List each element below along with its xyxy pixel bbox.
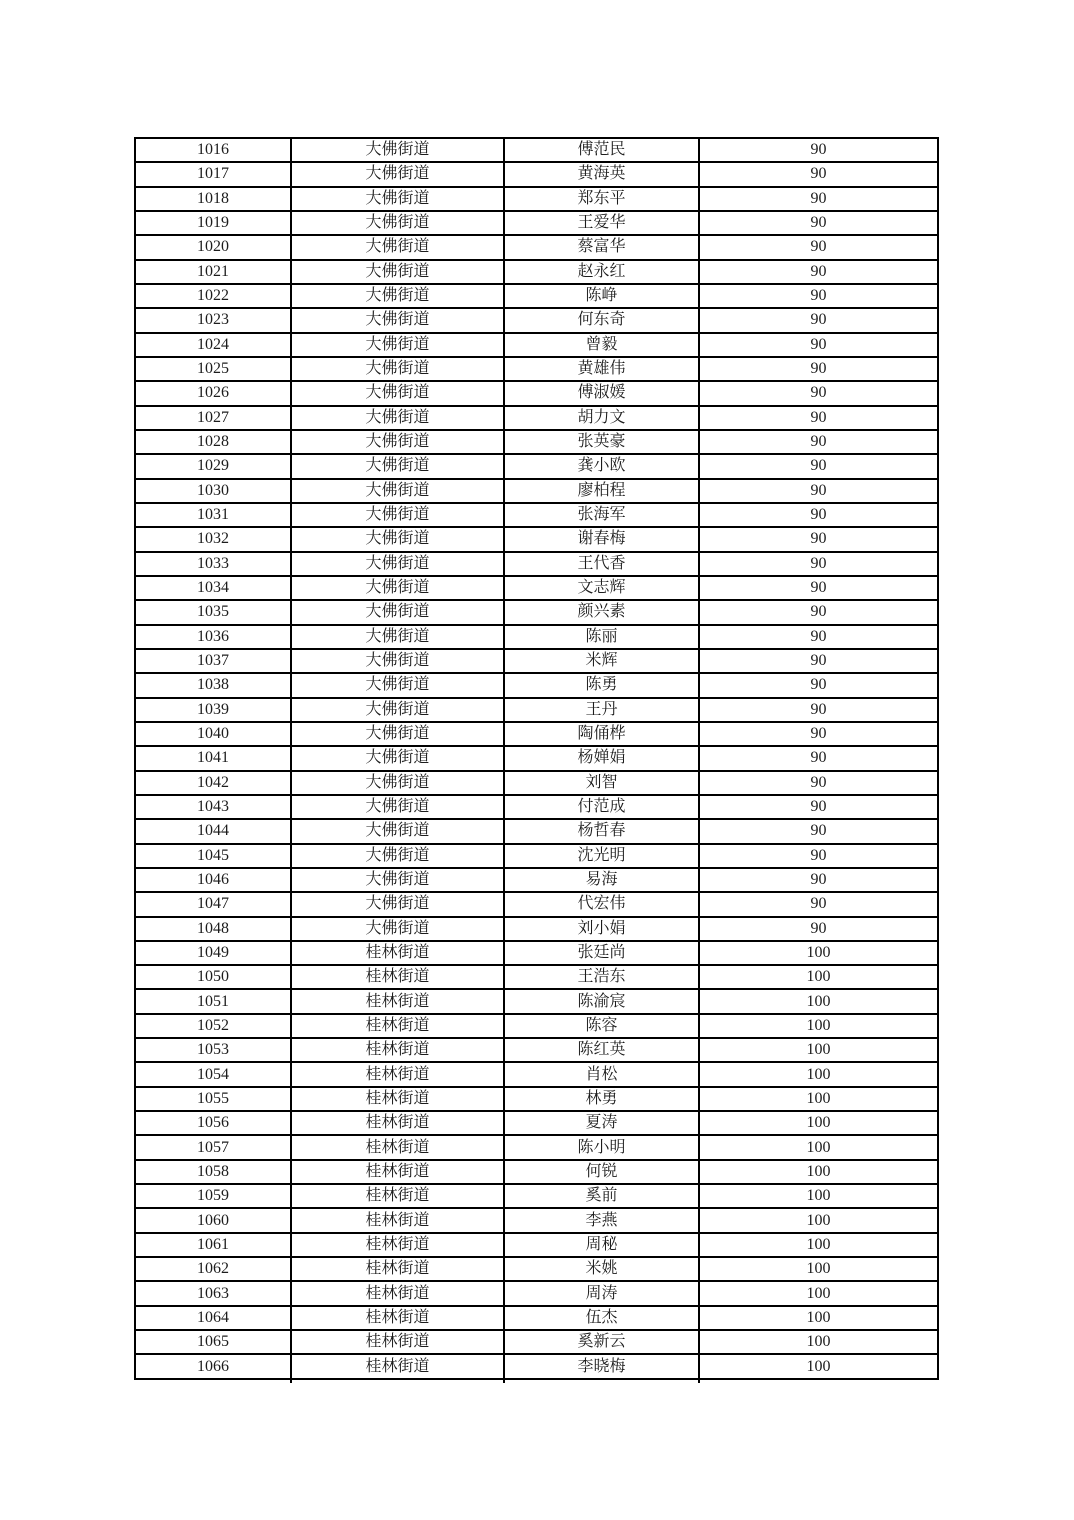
table-row bbox=[135, 673, 938, 697]
cell-name: 陈容 bbox=[504, 1014, 699, 1038]
cell-id: 1030 bbox=[135, 479, 291, 503]
table-row bbox=[135, 552, 938, 576]
cell-name: 林勇 bbox=[504, 1087, 699, 1111]
cell-name: 何东奇 bbox=[504, 308, 699, 332]
cell-id: 1048 bbox=[135, 917, 291, 941]
cell-score: 90 bbox=[699, 308, 938, 332]
table-row bbox=[135, 406, 938, 430]
table-row bbox=[135, 1257, 938, 1281]
table-row bbox=[135, 819, 938, 843]
cell-street: 大佛街道 bbox=[291, 698, 504, 722]
cell-score: 90 bbox=[699, 260, 938, 284]
table-row bbox=[135, 771, 938, 795]
table-row bbox=[135, 162, 938, 186]
cell-score: 100 bbox=[699, 1281, 938, 1305]
cell-id: 1046 bbox=[135, 868, 291, 892]
cell-id: 1033 bbox=[135, 552, 291, 576]
cell-id: 1039 bbox=[135, 698, 291, 722]
cell-street: 桂林街道 bbox=[291, 1257, 504, 1281]
cell-id: 1021 bbox=[135, 260, 291, 284]
table-row bbox=[135, 649, 938, 673]
cell-id: 1028 bbox=[135, 430, 291, 454]
cell-score: 90 bbox=[699, 357, 938, 381]
table-row bbox=[135, 892, 938, 916]
cell-street: 大佛街道 bbox=[291, 308, 504, 332]
cell-name: 夏涛 bbox=[504, 1111, 699, 1135]
cell-street: 大佛街道 bbox=[291, 527, 504, 551]
cell-id: 1027 bbox=[135, 406, 291, 430]
cell-street: 大佛街道 bbox=[291, 235, 504, 259]
cell-score: 100 bbox=[699, 1111, 938, 1135]
cell-street: 大佛街道 bbox=[291, 333, 504, 357]
cell-street: 大佛街道 bbox=[291, 746, 504, 770]
cell-id: 1025 bbox=[135, 357, 291, 381]
cell-street: 桂林街道 bbox=[291, 1160, 504, 1184]
cell-id: 1053 bbox=[135, 1038, 291, 1062]
cell-id: 1060 bbox=[135, 1208, 291, 1232]
table-row bbox=[135, 1184, 938, 1208]
table-row bbox=[135, 722, 938, 746]
table-row bbox=[135, 211, 938, 235]
table-row bbox=[135, 600, 938, 624]
cell-id: 1051 bbox=[135, 989, 291, 1013]
cell-name: 周秘 bbox=[504, 1233, 699, 1257]
cell-id: 1024 bbox=[135, 333, 291, 357]
cell-id: 1026 bbox=[135, 381, 291, 405]
cell-id: 1042 bbox=[135, 771, 291, 795]
cell-score: 90 bbox=[699, 698, 938, 722]
cell-score: 100 bbox=[699, 1233, 938, 1257]
table-row bbox=[135, 503, 938, 527]
table-row bbox=[135, 454, 938, 478]
cell-id: 1020 bbox=[135, 235, 291, 259]
cell-name: 易海 bbox=[504, 868, 699, 892]
cell-street: 大佛街道 bbox=[291, 673, 504, 697]
cell-score: 100 bbox=[699, 1184, 938, 1208]
table-row bbox=[135, 941, 938, 965]
cell-score: 90 bbox=[699, 746, 938, 770]
cell-score: 100 bbox=[699, 1306, 938, 1330]
cell-name: 陈小明 bbox=[504, 1135, 699, 1159]
cell-id: 1062 bbox=[135, 1257, 291, 1281]
cell-score: 90 bbox=[699, 795, 938, 819]
cell-street: 桂林街道 bbox=[291, 941, 504, 965]
cell-street: 大佛街道 bbox=[291, 576, 504, 600]
cell-id: 1034 bbox=[135, 576, 291, 600]
cell-id: 1016 bbox=[135, 138, 291, 162]
cell-id: 1052 bbox=[135, 1014, 291, 1038]
cell-name: 黄海英 bbox=[504, 162, 699, 186]
table-row bbox=[135, 138, 938, 162]
cell-id: 1036 bbox=[135, 625, 291, 649]
cell-name: 刘智 bbox=[504, 771, 699, 795]
cell-name: 赵永红 bbox=[504, 260, 699, 284]
cell-street: 桂林街道 bbox=[291, 1208, 504, 1232]
table-row bbox=[135, 917, 938, 941]
cell-id: 1050 bbox=[135, 965, 291, 989]
cell-name: 陈红英 bbox=[504, 1038, 699, 1062]
table-row bbox=[135, 479, 938, 503]
cell-name: 廖柏程 bbox=[504, 479, 699, 503]
cell-street: 大佛街道 bbox=[291, 649, 504, 673]
cell-name: 沈光明 bbox=[504, 844, 699, 868]
cell-name: 肖松 bbox=[504, 1062, 699, 1086]
cell-score: 90 bbox=[699, 333, 938, 357]
table-row bbox=[135, 333, 938, 357]
table-row bbox=[135, 795, 938, 819]
cell-id: 1055 bbox=[135, 1087, 291, 1111]
cell-id: 1032 bbox=[135, 527, 291, 551]
cell-id: 1054 bbox=[135, 1062, 291, 1086]
table-row bbox=[135, 1160, 938, 1184]
cell-score: 90 bbox=[699, 771, 938, 795]
cell-score: 90 bbox=[699, 673, 938, 697]
cell-id: 1040 bbox=[135, 722, 291, 746]
table-row bbox=[135, 381, 938, 405]
cell-id: 1047 bbox=[135, 892, 291, 916]
cell-name: 李晓梅 bbox=[504, 1354, 699, 1379]
cell-street: 大佛街道 bbox=[291, 625, 504, 649]
cell-id: 1063 bbox=[135, 1281, 291, 1305]
cell-name: 龚小欧 bbox=[504, 454, 699, 478]
cell-score: 90 bbox=[699, 406, 938, 430]
cell-id: 1018 bbox=[135, 187, 291, 211]
roster-table bbox=[134, 137, 939, 1380]
cell-name: 王爱华 bbox=[504, 211, 699, 235]
cell-score: 90 bbox=[699, 527, 938, 551]
cell-street: 桂林街道 bbox=[291, 965, 504, 989]
cell-name: 伍杰 bbox=[504, 1306, 699, 1330]
cell-name: 陶俑桦 bbox=[504, 722, 699, 746]
cell-street: 桂林街道 bbox=[291, 1014, 504, 1038]
cell-score: 90 bbox=[699, 844, 938, 868]
cell-street: 大佛街道 bbox=[291, 892, 504, 916]
cell-name: 陈峥 bbox=[504, 284, 699, 308]
cell-street: 桂林街道 bbox=[291, 1306, 504, 1330]
table-row bbox=[135, 576, 938, 600]
cell-id: 1022 bbox=[135, 284, 291, 308]
cell-name: 傅淑媛 bbox=[504, 381, 699, 405]
cell-score: 90 bbox=[699, 454, 938, 478]
cell-id: 1057 bbox=[135, 1135, 291, 1159]
cell-street: 桂林街道 bbox=[291, 1111, 504, 1135]
cell-score: 90 bbox=[699, 649, 938, 673]
table-row bbox=[135, 284, 938, 308]
cell-name: 奚前 bbox=[504, 1184, 699, 1208]
table-row bbox=[135, 1014, 938, 1038]
cell-id: 1044 bbox=[135, 819, 291, 843]
table-row bbox=[135, 965, 938, 989]
cell-score: 100 bbox=[699, 1135, 938, 1159]
cell-street: 大佛街道 bbox=[291, 138, 504, 162]
cell-id: 1065 bbox=[135, 1330, 291, 1354]
cell-street: 大佛街道 bbox=[291, 917, 504, 941]
table-row bbox=[135, 1038, 938, 1062]
table-row bbox=[135, 844, 938, 868]
cell-street: 桂林街道 bbox=[291, 1038, 504, 1062]
cell-street: 大佛街道 bbox=[291, 479, 504, 503]
cell-name: 陈丽 bbox=[504, 625, 699, 649]
cell-street: 桂林街道 bbox=[291, 1087, 504, 1111]
cell-name: 陈勇 bbox=[504, 673, 699, 697]
cell-street: 大佛街道 bbox=[291, 430, 504, 454]
cell-name: 郑东平 bbox=[504, 187, 699, 211]
cell-street: 大佛街道 bbox=[291, 260, 504, 284]
table-row bbox=[135, 187, 938, 211]
cell-name: 曾毅 bbox=[504, 333, 699, 357]
cell-street: 大佛街道 bbox=[291, 357, 504, 381]
cell-score: 100 bbox=[699, 1208, 938, 1232]
cell-id: 1017 bbox=[135, 162, 291, 186]
cell-name: 张海军 bbox=[504, 503, 699, 527]
cell-score: 90 bbox=[699, 479, 938, 503]
cell-id: 1059 bbox=[135, 1184, 291, 1208]
cell-street: 大佛街道 bbox=[291, 868, 504, 892]
cell-name: 胡力文 bbox=[504, 406, 699, 430]
table-row bbox=[135, 1233, 938, 1257]
cell-id: 1037 bbox=[135, 649, 291, 673]
cell-street: 大佛街道 bbox=[291, 381, 504, 405]
cell-score: 90 bbox=[699, 819, 938, 843]
cell-score: 90 bbox=[699, 235, 938, 259]
table-row bbox=[135, 625, 938, 649]
cell-score: 100 bbox=[699, 1330, 938, 1354]
cell-name: 奚新云 bbox=[504, 1330, 699, 1354]
cell-name: 代宏伟 bbox=[504, 892, 699, 916]
cell-street: 大佛街道 bbox=[291, 406, 504, 430]
table-row bbox=[135, 989, 938, 1013]
cell-id: 1029 bbox=[135, 454, 291, 478]
cell-id: 1038 bbox=[135, 673, 291, 697]
cell-street: 桂林街道 bbox=[291, 1281, 504, 1305]
cell-id: 1056 bbox=[135, 1111, 291, 1135]
cell-name: 张英豪 bbox=[504, 430, 699, 454]
table-border-stub bbox=[698, 1379, 700, 1383]
cell-street: 大佛街道 bbox=[291, 795, 504, 819]
cell-score: 100 bbox=[699, 1087, 938, 1111]
table-row bbox=[135, 1354, 938, 1379]
cell-score: 90 bbox=[699, 284, 938, 308]
cell-street: 大佛街道 bbox=[291, 162, 504, 186]
table-row bbox=[135, 1208, 938, 1232]
table-row bbox=[135, 1281, 938, 1305]
cell-street: 大佛街道 bbox=[291, 600, 504, 624]
cell-name: 李燕 bbox=[504, 1208, 699, 1232]
cell-street: 大佛街道 bbox=[291, 552, 504, 576]
cell-id: 1058 bbox=[135, 1160, 291, 1184]
cell-name: 黄雄伟 bbox=[504, 357, 699, 381]
cell-name: 付范成 bbox=[504, 795, 699, 819]
cell-street: 桂林街道 bbox=[291, 1233, 504, 1257]
cell-name: 何锐 bbox=[504, 1160, 699, 1184]
cell-street: 大佛街道 bbox=[291, 454, 504, 478]
cell-score: 100 bbox=[699, 1014, 938, 1038]
table-border-stub bbox=[503, 1379, 505, 1383]
cell-id: 1041 bbox=[135, 746, 291, 770]
table-row bbox=[135, 235, 938, 259]
cell-id: 1023 bbox=[135, 308, 291, 332]
table-row bbox=[135, 260, 938, 284]
cell-score: 90 bbox=[699, 625, 938, 649]
table-row bbox=[135, 527, 938, 551]
cell-score: 90 bbox=[699, 430, 938, 454]
cell-score: 100 bbox=[699, 1038, 938, 1062]
cell-id: 1049 bbox=[135, 941, 291, 965]
cell-name: 谢春梅 bbox=[504, 527, 699, 551]
cell-score: 100 bbox=[699, 1160, 938, 1184]
table-row bbox=[135, 308, 938, 332]
cell-score: 100 bbox=[699, 965, 938, 989]
cell-score: 100 bbox=[699, 1257, 938, 1281]
cell-score: 90 bbox=[699, 503, 938, 527]
cell-street: 桂林街道 bbox=[291, 1354, 504, 1379]
cell-name: 王浩东 bbox=[504, 965, 699, 989]
cell-street: 桂林街道 bbox=[291, 1062, 504, 1086]
cell-score: 100 bbox=[699, 989, 938, 1013]
cell-name: 米姚 bbox=[504, 1257, 699, 1281]
table-row bbox=[135, 1306, 938, 1330]
cell-id: 1066 bbox=[135, 1354, 291, 1379]
table-row bbox=[135, 1087, 938, 1111]
table-row bbox=[135, 1135, 938, 1159]
cell-name: 米辉 bbox=[504, 649, 699, 673]
cell-id: 1019 bbox=[135, 211, 291, 235]
cell-name: 刘小娟 bbox=[504, 917, 699, 941]
table-row bbox=[135, 868, 938, 892]
cell-street: 桂林街道 bbox=[291, 1135, 504, 1159]
cell-name: 傅范民 bbox=[504, 138, 699, 162]
cell-score: 90 bbox=[699, 187, 938, 211]
cell-street: 大佛街道 bbox=[291, 819, 504, 843]
cell-street: 大佛街道 bbox=[291, 284, 504, 308]
cell-score: 90 bbox=[699, 138, 938, 162]
cell-score: 90 bbox=[699, 576, 938, 600]
table-row bbox=[135, 1330, 938, 1354]
cell-score: 90 bbox=[699, 917, 938, 941]
cell-score: 90 bbox=[699, 892, 938, 916]
cell-score: 100 bbox=[699, 1354, 938, 1379]
cell-score: 100 bbox=[699, 941, 938, 965]
cell-name: 颜兴素 bbox=[504, 600, 699, 624]
cell-street: 大佛街道 bbox=[291, 211, 504, 235]
cell-street: 大佛街道 bbox=[291, 503, 504, 527]
table-border-stub bbox=[290, 1379, 292, 1383]
cell-name: 陈渝宸 bbox=[504, 989, 699, 1013]
table-row bbox=[135, 1111, 938, 1135]
cell-street: 桂林街道 bbox=[291, 1184, 504, 1208]
cell-id: 1064 bbox=[135, 1306, 291, 1330]
cell-score: 90 bbox=[699, 868, 938, 892]
cell-score: 100 bbox=[699, 1062, 938, 1086]
cell-name: 王丹 bbox=[504, 698, 699, 722]
cell-id: 1035 bbox=[135, 600, 291, 624]
cell-score: 90 bbox=[699, 600, 938, 624]
cell-score: 90 bbox=[699, 722, 938, 746]
cell-name: 杨哲春 bbox=[504, 819, 699, 843]
cell-street: 大佛街道 bbox=[291, 187, 504, 211]
cell-street: 桂林街道 bbox=[291, 1330, 504, 1354]
table-row bbox=[135, 430, 938, 454]
cell-name: 王代香 bbox=[504, 552, 699, 576]
cell-name: 蔡富华 bbox=[504, 235, 699, 259]
table-row bbox=[135, 357, 938, 381]
cell-street: 大佛街道 bbox=[291, 771, 504, 795]
cell-id: 1061 bbox=[135, 1233, 291, 1257]
cell-name: 文志辉 bbox=[504, 576, 699, 600]
table-row bbox=[135, 698, 938, 722]
cell-id: 1043 bbox=[135, 795, 291, 819]
cell-name: 周涛 bbox=[504, 1281, 699, 1305]
cell-street: 大佛街道 bbox=[291, 844, 504, 868]
cell-id: 1045 bbox=[135, 844, 291, 868]
cell-id: 1031 bbox=[135, 503, 291, 527]
cell-street: 大佛街道 bbox=[291, 722, 504, 746]
cell-street: 桂林街道 bbox=[291, 989, 504, 1013]
cell-name: 杨婵娟 bbox=[504, 746, 699, 770]
cell-score: 90 bbox=[699, 162, 938, 186]
cell-score: 90 bbox=[699, 552, 938, 576]
cell-score: 90 bbox=[699, 381, 938, 405]
table-row bbox=[135, 746, 938, 770]
cell-score: 90 bbox=[699, 211, 938, 235]
cell-name: 张廷尚 bbox=[504, 941, 699, 965]
table-row bbox=[135, 1062, 938, 1086]
